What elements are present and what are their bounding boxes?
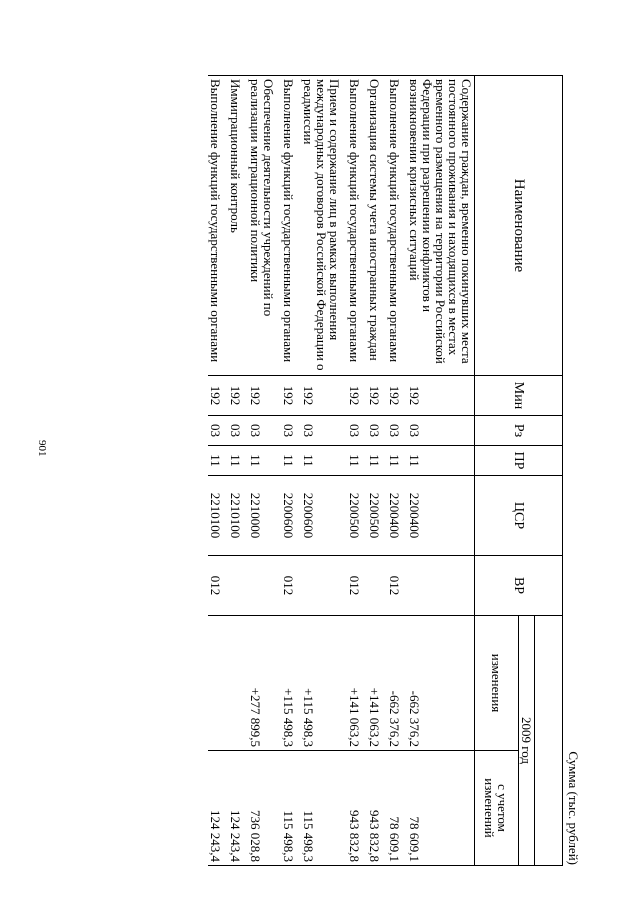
table-row [347, 76, 367, 866]
table-body [208, 76, 475, 866]
row-pr: 11 [208, 446, 228, 476]
row-min: 192 [248, 376, 281, 416]
row-rz: 03 [281, 416, 301, 446]
row-rz: 03 [248, 416, 281, 446]
row-csr: 2200600 [301, 476, 347, 556]
row-rz: 03 [208, 416, 228, 446]
units-label: Сумма (тыс. рублей) [566, 751, 581, 865]
row-rz: 03 [301, 416, 347, 446]
row-name: Выполнение функций государственными органами [208, 76, 228, 376]
row-name: Выполнение функций государственными органами [281, 76, 301, 376]
row-min: 192 [208, 376, 228, 416]
row-change: +141 063,2 [367, 616, 387, 751]
table-row [301, 76, 347, 866]
row-total: 943 832,8 [347, 751, 367, 866]
header-year: 2009 год [519, 616, 535, 866]
row-vr [407, 556, 475, 616]
row-csr: 2200400 [407, 476, 475, 556]
row-csr: 2210000 [248, 476, 281, 556]
row-rz: 03 [387, 416, 407, 446]
row-csr: 2210100 [208, 476, 228, 556]
row-pr: 11 [228, 446, 248, 476]
row-name: Организация системы учета иностранных граждан [367, 76, 387, 376]
row-csr: 2200400 [387, 476, 407, 556]
row-pr: 11 [367, 446, 387, 476]
row-total: 943 832,8 [367, 751, 387, 866]
row-pr: 11 [407, 446, 475, 476]
table-row [248, 76, 281, 866]
header-name: Наименование [475, 76, 563, 376]
row-name: Обеспечение деятельности учреждений по реализации миграционной политики [248, 76, 281, 376]
table-row [367, 76, 387, 866]
row-change: +115 498,3 [281, 616, 301, 751]
row-min: 192 [367, 376, 387, 416]
row-vr [248, 556, 281, 616]
row-name: Выполнение функций государственными органами [387, 76, 407, 376]
row-vr [367, 556, 387, 616]
table-row [228, 76, 248, 866]
row-rz: 03 [407, 416, 475, 446]
table-row [387, 76, 407, 866]
row-total: 124 243,4 [208, 751, 228, 866]
row-change: +141 063,2 [347, 616, 367, 751]
row-pr: 11 [387, 446, 407, 476]
header-vr: ВР [475, 556, 563, 616]
row-csr: 2200600 [281, 476, 301, 556]
rotated-table-block [140, 75, 580, 865]
row-min: 192 [407, 376, 475, 416]
row-total: 124 243,4 [228, 751, 248, 866]
row-pr: 11 [281, 446, 301, 476]
row-name: Содержание граждан, временно покинувших места постоянного проживания и находящихся в местах временного размещения на территории Российской Федерации при разрешении конфликтов и возникновении кризисных ситуаций [407, 76, 475, 376]
row-min: 192 [281, 376, 301, 416]
row-min: 192 [228, 376, 248, 416]
row-pr: 11 [347, 446, 367, 476]
row-csr: 2200500 [347, 476, 367, 556]
row-rz: 03 [367, 416, 387, 446]
row-vr [301, 556, 347, 616]
row-csr: 2200500 [367, 476, 387, 556]
row-pr: 11 [301, 446, 347, 476]
row-vr [228, 556, 248, 616]
row-min: 192 [387, 376, 407, 416]
header-csr: ЦСР [475, 476, 563, 556]
row-total: 115 498,3 [281, 751, 301, 866]
budget-table [208, 75, 563, 866]
row-name: Прием и содержание лиц в рамках выполнения международных договоров Российской Федерации о реадмиссии [301, 76, 347, 376]
table-row [281, 76, 301, 866]
row-change: -662 376,2 [407, 616, 475, 751]
header-with-changes: с учетом изменений [475, 751, 519, 866]
row-name: Выполнение функций государственными органами [347, 76, 367, 376]
row-vr: 012 [387, 556, 407, 616]
row-min: 192 [347, 376, 367, 416]
header-changes: изменения [475, 616, 519, 751]
row-min: 192 [301, 376, 347, 416]
header-rz: Рз [475, 416, 563, 446]
row-total: 78 609,1 [387, 751, 407, 866]
header-min: Мин [475, 376, 563, 416]
row-change: +115 498,3 [301, 616, 347, 751]
row-vr: 012 [281, 556, 301, 616]
row-total: 736 028,8 [248, 751, 281, 866]
row-total: 78 609,1 [407, 751, 475, 866]
row-vr: 012 [208, 556, 228, 616]
row-name: Иммиграционный контроль [228, 76, 248, 376]
row-change [228, 616, 248, 751]
row-total: 115 498,3 [301, 751, 347, 866]
row-vr: 012 [347, 556, 367, 616]
table-row [208, 76, 228, 866]
row-change: +277 899,5 [248, 616, 281, 751]
row-rz: 03 [228, 416, 248, 446]
row-rz: 03 [347, 416, 367, 446]
page-number: 901 [36, 440, 48, 457]
table-row [407, 76, 475, 866]
row-pr: 11 [248, 446, 281, 476]
row-change: -662 376,2 [387, 616, 407, 751]
row-csr: 2210100 [228, 476, 248, 556]
header-pr: ПР [475, 446, 563, 476]
row-change [208, 616, 228, 751]
